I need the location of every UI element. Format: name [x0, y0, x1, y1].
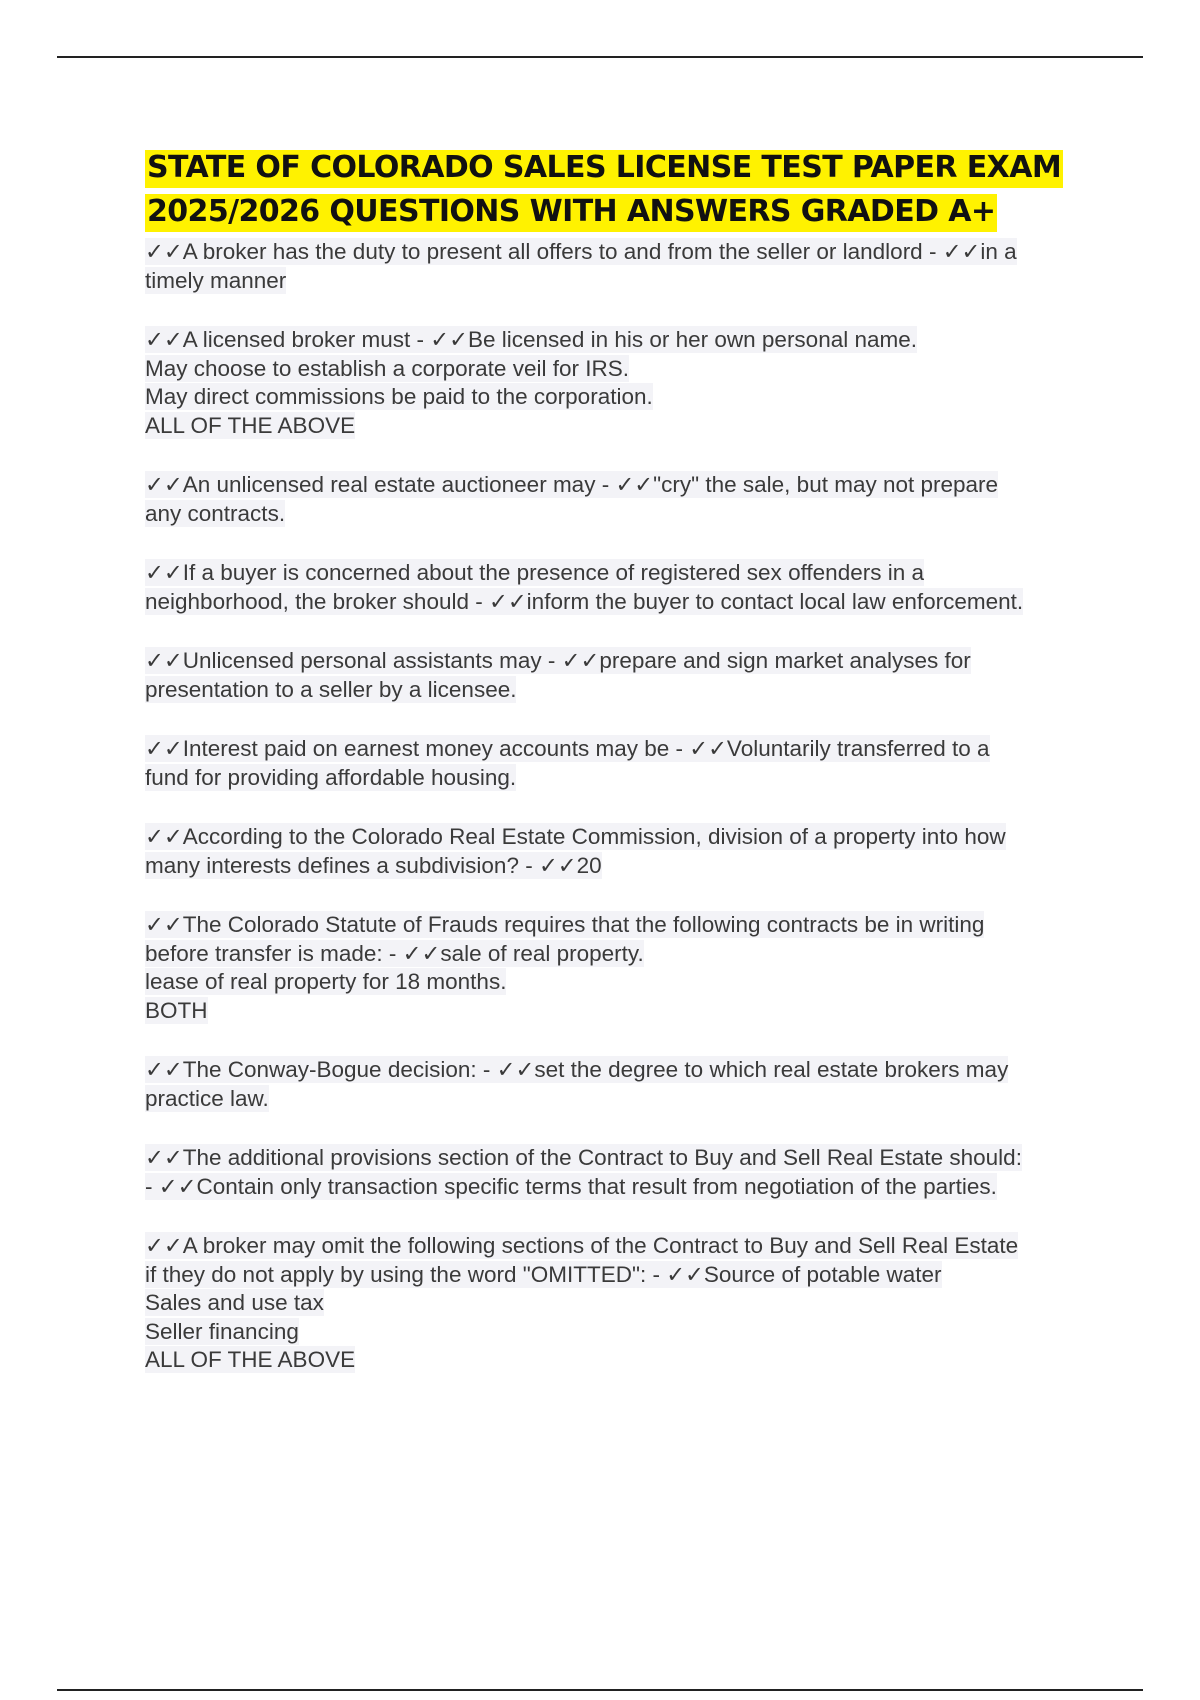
qa-item-text: ✓✓A broker has the duty to present all offers to and from the seller or landlord - ✓✓in a timely manner — [145, 239, 1017, 293]
qa-item-text: ✓✓A broker may omit the following sections of the Contract to Buy and Sell Real Estate if they do not apply by using the word "OMITTED": - ✓✓Source of potable water Sales and use tax Seller financing ALL OF THE ABOVE — [145, 1233, 1019, 1372]
top-rule — [57, 56, 1143, 58]
title-highlight: STATE OF COLORADO SALES LICENSE TEST PAPER EXAM 2025/2026 QUESTIONS WITH ANSWERS GRADED A+ — [145, 150, 1063, 232]
qa-item-11 — [145, 1232, 1105, 1375]
document-body — [145, 146, 1105, 1406]
qa-item-4 — [145, 559, 1105, 616]
qa-item-9 — [145, 1056, 1105, 1113]
qa-item-10 — [145, 1144, 1105, 1201]
qa-item-text: ✓✓The additional provisions section of the Contract to Buy and Sell Real Estate should: - ✓✓Contain only transaction specific terms that result from negotiation of the parties. — [145, 1145, 1022, 1199]
qa-item-5 — [145, 647, 1105, 704]
qa-item-text: ✓✓A licensed broker must - ✓✓Be licensed in his or her own personal name. May choose to establish a corporate veil for IRS. May direct commissions be paid to the corporation. ALL OF THE ABOVE — [145, 327, 918, 438]
document-title — [145, 146, 1105, 234]
qa-item-8 — [145, 911, 1105, 1025]
qa-item-7 — [145, 823, 1105, 880]
qa-item-text: ✓✓The Colorado Statute of Frauds requires that the following contracts be in writing before transfer is made: - ✓✓sale of real property. lease of real property for 18 months. BOTH — [145, 912, 985, 1023]
qa-item-1 — [145, 238, 1105, 295]
qa-item-text: ✓✓The Conway-Bogue decision: - ✓✓set the degree to which real estate brokers may practice law. — [145, 1057, 1009, 1111]
bottom-rule — [57, 1689, 1143, 1691]
qa-item-text: ✓✓Unlicensed personal assistants may - ✓✓prepare and sign market analyses for presentation to a seller by a licensee. — [145, 648, 971, 702]
qa-item-6 — [145, 735, 1105, 792]
qa-item-text: ✓✓An unlicensed real estate auctioneer may - ✓✓"cry" the sale, but may not prepare any contracts. — [145, 472, 999, 526]
qa-item-text: ✓✓Interest paid on earnest money accounts may be - ✓✓Voluntarily transferred to a fund for providing affordable housing. — [145, 736, 990, 790]
qa-item-text: ✓✓According to the Colorado Real Estate Commission, division of a property into how many interests defines a subdivision? - ✓✓20 — [145, 824, 1006, 878]
qa-item-text: ✓✓If a buyer is concerned about the presence of registered sex offenders in a neighborhood, the broker should - ✓✓inform the buyer to contact local law enforcement. — [145, 560, 1024, 614]
qa-item-2 — [145, 326, 1105, 440]
qa-item-3 — [145, 471, 1105, 528]
